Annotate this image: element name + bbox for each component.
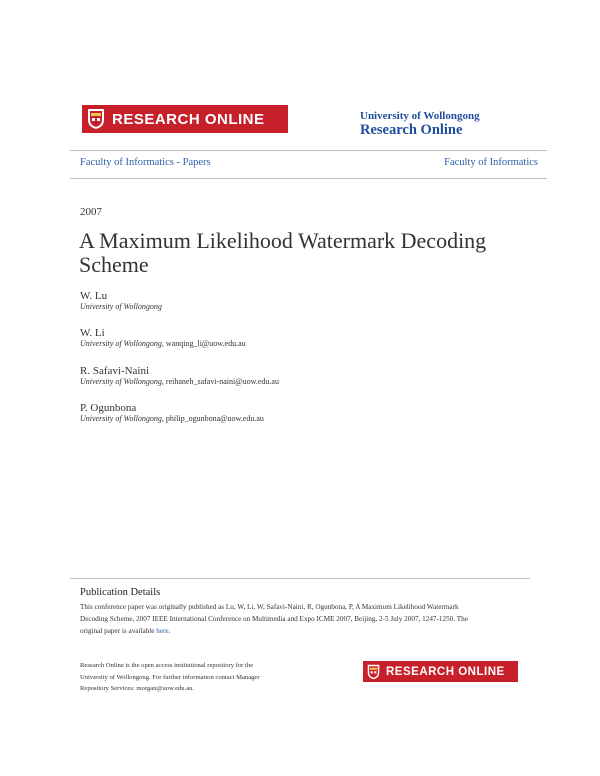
publication-heading: Publication Details: [80, 587, 161, 598]
author-entry: [80, 402, 550, 439]
publication-divider: [70, 578, 530, 579]
footer-research-online-logo[interactable]: [363, 661, 518, 682]
author-name: R. Safavi-Naini: [80, 365, 150, 377]
uow-shield-icon: [366, 663, 381, 680]
author-name: W. Lu: [80, 290, 108, 302]
footer-logo-text: RESEARCH ONLINE: [386, 665, 505, 678]
author-block: [80, 290, 550, 439]
author-entry: [80, 365, 550, 402]
paper-title-line1: A Maximum Likelihood Watermark Decoding: [79, 228, 487, 253]
author-affiliation: University of Wollongong, reihaneh_safavi-naini@uow.edu.au: [80, 377, 279, 386]
author-name: P. Ogunbona: [80, 402, 137, 414]
research-online-logo[interactable]: [82, 105, 288, 133]
uow-shield-icon: [86, 108, 106, 130]
nav-bottom-divider: [70, 178, 547, 179]
author-name: W. Li: [80, 327, 105, 339]
nav-top-divider: [70, 150, 547, 151]
uow-header-line1[interactable]: University of Wollongong: [360, 110, 480, 122]
author-affiliation: University of Wollongong, wanqing_li@uow.edu.au: [80, 339, 246, 348]
author-entry: [80, 290, 550, 327]
paper-year: 2007: [80, 206, 102, 218]
faculty-papers-link[interactable]: Faculty of Informatics - Papers: [80, 157, 211, 168]
footer-text: Research Online is the open access institutional repository for the University of Wollongong. For further information contact Manager Repository Services: morgan@uow.edu.au.: [80, 662, 260, 692]
author-affiliation: University of Wollongong: [80, 302, 162, 311]
logo-text: RESEARCH ONLINE: [112, 110, 265, 128]
faculty-link[interactable]: Faculty of Informatics: [444, 157, 538, 168]
uow-header-line2[interactable]: Research Online: [360, 122, 463, 138]
publication-text: This conference paper was originally published as Lu, W, Li, W, Safavi-Naini, R, Ogunbona, P, A Maximum Likelihood Watermark Decoding Scheme, 2007 IEEE International Conference on Multimedia and Expo ICME 2007, Beijing, 2-5 July 2007, 1247-1250. The original paper is available here.: [80, 603, 468, 635]
author-entry: [80, 327, 550, 365]
original-paper-link[interactable]: here: [156, 627, 169, 635]
paper-title-line2: Scheme: [79, 252, 149, 277]
author-affiliation: University of Wollongong, philip_ogunbona@uow.edu.au: [80, 414, 264, 423]
